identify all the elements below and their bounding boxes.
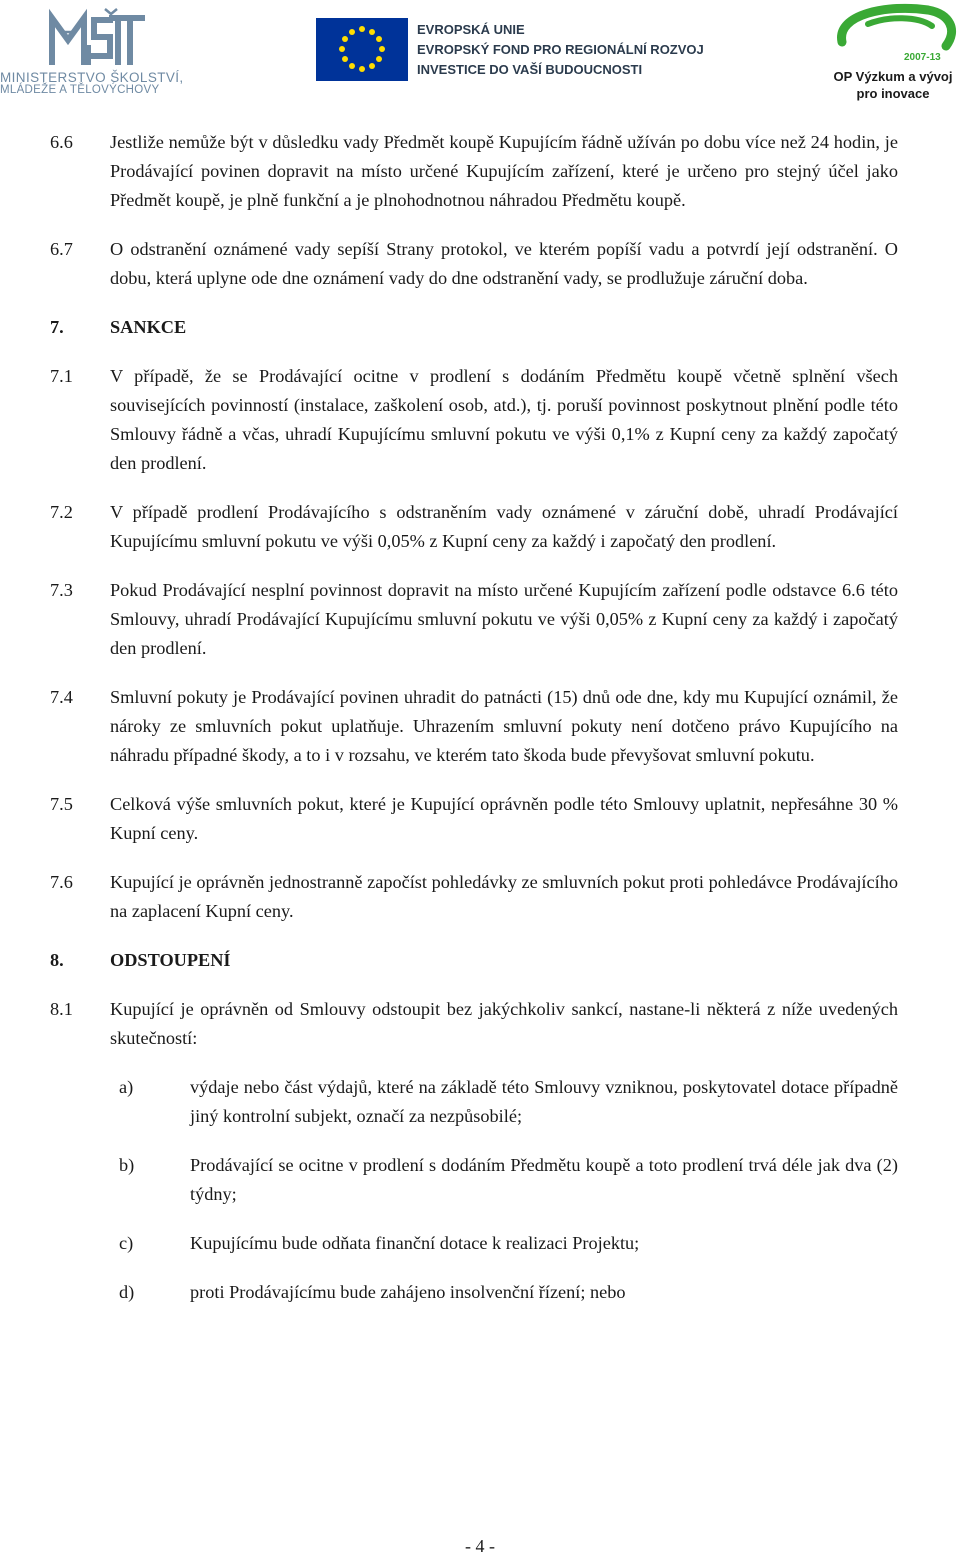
eu-line3: INVESTICE DO VAŠÍ BUDOUCNOSTI <box>417 62 643 77</box>
clause-7-4 <box>0 683 960 770</box>
clause-number: 8.1 <box>50 999 73 1019</box>
clause-text: V případě, že se Prodávající ocitne v prodlení s dodáním Předmětu koupě včetně splnění všech souvisejících povinností (instalace, zaškolení osob, atd.), tj. poruší povinnost poskytnout plnění podle této Smlouvy řádně a včas, uhradí Kupujícímu smluvní pokutu ve výši 0,1% z Kupní ceny za každý započatý den prodlení. <box>110 366 898 473</box>
msmt-logo-text <box>0 70 184 96</box>
clause-number: 7.1 <box>50 366 73 386</box>
op-line1: OP Výzkum a vývoj <box>833 69 953 84</box>
section-heading-sankce <box>0 313 960 342</box>
clause-number: 7.6 <box>50 872 73 892</box>
clause-text: Kupující je oprávněn jednostranně započíst pohledávky ze smluvních pokut proti pohledávce Prodávajícího na zaplacení Kupní ceny. <box>110 872 898 921</box>
section-title: SANKCE <box>110 317 187 337</box>
clause-text: V případě prodlení Prodávajícího s odstraněním vady oznámené v záruční době, uhradí Prodávající Kupujícímu smluvní pokutu ve výši 0,05% z Kupní ceny za každý i započatý den prodlení. <box>110 502 898 551</box>
clause-6-7 <box>0 235 960 293</box>
document-body <box>0 128 960 1327</box>
clause-7-6 <box>0 868 960 926</box>
list-item-label: b) <box>119 1155 135 1175</box>
clause-number: 6.7 <box>50 239 73 259</box>
clause-text: Jestliže nemůže být v důsledku vady Předmět koupě Kupujícím řádně užíván po dobu více než 24 hodin, je Prodávající povinen dopravit na místo určené Kupujícím zařízení, které je určeno pro stejný účel jako Předmět koupě, je plně funkční a je plnohodnotnou náhradou Předmětu koupě. <box>110 132 898 210</box>
clause-number: 7.4 <box>50 687 73 707</box>
list-item-label: c) <box>119 1233 134 1253</box>
clause-7-2 <box>0 498 960 556</box>
clause-text: Kupující je oprávněn od Smlouvy odstoupit bez jakýchkoliv sankcí, nastane-li některá z níže uvedených skutečností: <box>110 999 898 1048</box>
list-item-label: d) <box>119 1282 135 1302</box>
section-title: ODSTOUPENÍ <box>110 950 231 970</box>
section-number: 8. <box>50 950 64 970</box>
eu-logo-text <box>417 20 704 80</box>
list-item <box>0 1229 960 1258</box>
page-header <box>0 0 960 110</box>
eu-line2: EVROPSKÝ FOND PRO REGIONÁLNÍ ROZVOJ <box>417 42 704 57</box>
section-heading-odstoupeni <box>0 946 960 975</box>
clause-text: O odstranění oznámené vady sepíší Strany protokol, ve kterém popíší vadu a potvrdí její odstranění. O dobu, která uplyne ode dne oznámení vady do dne odstranění vady, se prodlužuje záruční doba. <box>110 239 898 288</box>
list-item-label: a) <box>119 1077 134 1097</box>
list-item-text: Prodávající se ocitne v prodlení s dodáním Předmětu koupě a toto prodlení trvá déle jak dva (2) týdny; <box>190 1155 898 1204</box>
clause-7-1 <box>0 362 960 478</box>
eu-flag-icon <box>316 18 408 81</box>
clause-text: Smluvní pokuty je Prodávající povinen uhradit do patnácti (15) dnů ode dne, kdy mu Kupující oznámil, že nároky ze smluvních pokut uplatňuje. Uhrazením smluvní pokuty není dotčeno právo Kupujícího na náhradu případné škody, a to i v rozsahu, ve kterém tato škoda bude převyšovat smluvní pokutu. <box>110 687 898 765</box>
clause-7-3 <box>0 576 960 663</box>
op-years: 2007-13 <box>904 52 941 63</box>
msmt-line1: MINISTERSTVO ŠKOLSTVÍ, <box>0 70 184 85</box>
clause-text: Pokud Prodávající nesplní povinnost dopravit na místo určené Kupujícím zařízení podle odstavce 6.6 této Smlouvy, uhradí Prodávající Kupujícímu smluvní pokutu ve výši 0,05% z Kupní ceny za každý i započatý den prodlení. <box>110 580 898 658</box>
clause-6-6 <box>0 128 960 215</box>
clause-number: 7.3 <box>50 580 73 600</box>
list-item <box>0 1073 960 1131</box>
clause-8-1 <box>0 995 960 1053</box>
section-number: 7. <box>50 317 64 337</box>
clause-text: Celková výše smluvních pokut, které je Kupující oprávněn podle této Smlouvy uplatnit, nepřesáhne 30 % Kupní ceny. <box>110 794 898 843</box>
list-item <box>0 1278 960 1307</box>
msmt-line2: MLÁDEŽE A TĚLOVÝCHOVY <box>0 84 160 96</box>
list-item-text: výdaje nebo část výdajů, které na základě této Smlouvy vzniknou, poskytovatel dotace případně jiný kontrolní subjekt, označí za nezpůsobilé; <box>190 1077 898 1126</box>
list-item <box>0 1151 960 1209</box>
clause-7-5 <box>0 790 960 848</box>
clause-number: 7.2 <box>50 502 73 522</box>
list-item-text: Kupujícímu bude odňata finanční dotace k realizaci Projektu; <box>190 1233 640 1253</box>
clause-number: 7.5 <box>50 794 73 814</box>
clause-number: 6.6 <box>50 132 73 152</box>
page-number: - 4 - <box>465 1536 495 1556</box>
op-line2: pro inovace <box>856 86 930 101</box>
eu-line1: EVROPSKÁ UNIE <box>417 22 525 37</box>
list-item-text: proti Prodávajícímu bude zahájeno insolvenční řízení; nebo <box>190 1282 626 1302</box>
op-logo-text <box>826 68 960 102</box>
